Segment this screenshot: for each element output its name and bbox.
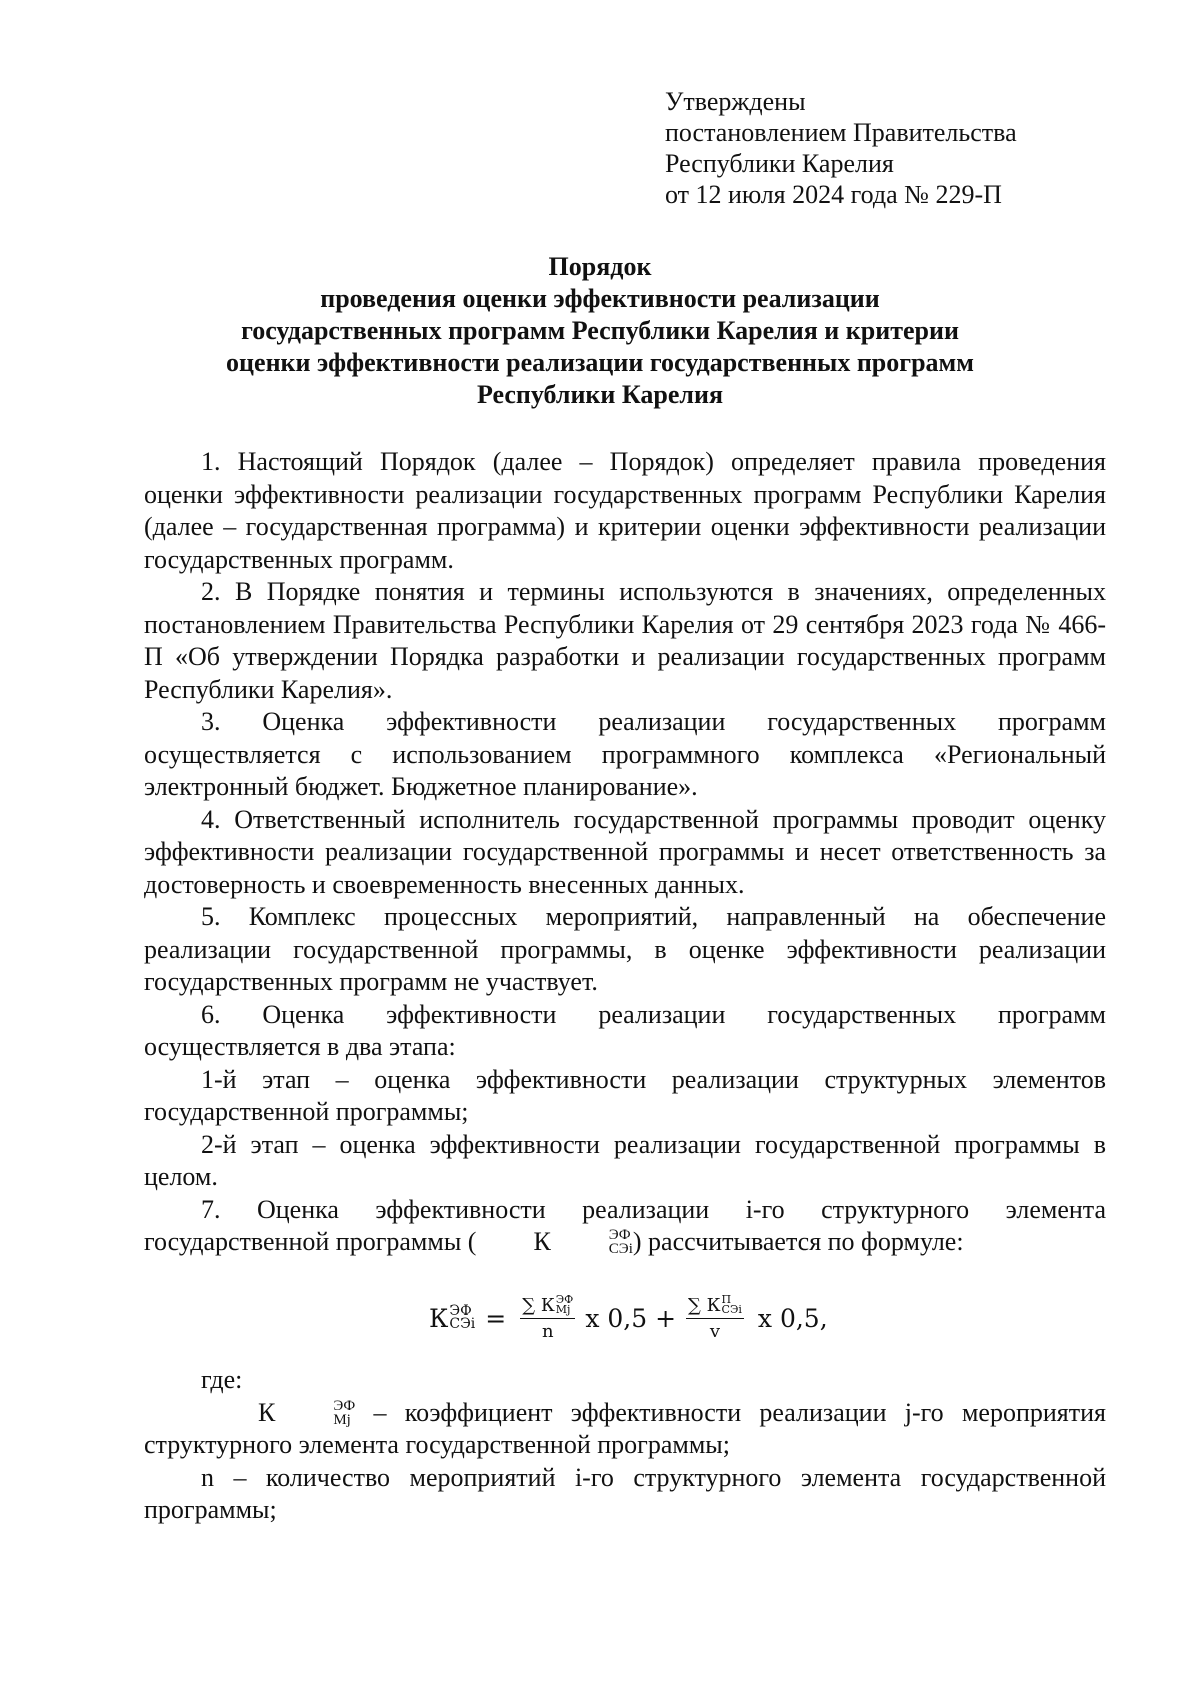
times-half-end: x 0,5, [757,1303,828,1333]
paragraph-6-stage-1: 1-й этап – оценка эффективности реализации структурных элементов государственной программы; [144,1064,1106,1126]
formula-block [144,1283,1106,1353]
paragraph-2: 2. В Порядке понятия и термины используются в значениях, определенных постановлением Правительства Республики Карелия от 29 сентября 2023 года № 466-П «Об утверждении Порядка разработки и реализации государственных программ Республики Карелия». [144,577,1106,704]
sup-ef: ЭФ [608,1227,631,1244]
sup-ef: ЭФ [449,1303,472,1319]
approval-line: от 12 июля 2024 года № 229-П [665,180,1002,209]
sup-ef: ЭФ [333,1397,356,1414]
sub-sei: СЭi [449,1316,476,1332]
document-title [130,251,1070,411]
title-line: Республики Карелия [476,380,724,409]
k-symbol: К [429,1303,449,1333]
fraction-2 [686,1295,744,1342]
super-sub [552,1228,633,1256]
approval-line: постановлением Правительства [665,118,1017,147]
definition-1-text: – коэффициент эффективности реализации j-го мероприятия структурного элемента государственной программы; [144,1397,1106,1459]
sum-symbol: ∑ [522,1294,536,1316]
paragraph-6: 6. Оценка эффективности реализации государственных программ осуществляется в два этапа: [144,999,1106,1061]
times-half-plus: x 0,5 + [585,1303,677,1333]
paragraph-4: 4. Ответственный исполнитель государственной программы проводит оценку эффективности реализации государственной программы и несет ответственность за достоверность и своевременность внесенных данных. [144,804,1106,899]
paragraph-6-stage-2: 2-й этап – оценка эффективности реализации государственной программы в целом. [144,1129,1106,1191]
fraction-1-denominator: n [541,1320,554,1342]
document-body [144,446,1106,1259]
definitions [144,1364,1106,1527]
sub-mj: Mj [555,1303,571,1316]
super-sub [556,1295,574,1315]
formula-lhs [429,1304,475,1333]
approval-stamp [665,86,1017,210]
paragraph-5: 5. Комплекс процессных мероприятий, направленный на обеспечение реализации государственной программы, в оценке эффективности реализации государственных программ не участвует. [144,902,1106,996]
paragraph-7-text: 7. Оценка эффективности реализации i-го структурного элемента государственной программы ( [144,1194,1106,1256]
sum-symbol: ∑ [688,1294,701,1316]
title-line: проведения оценки эффективности реализации [320,284,880,313]
sub-mj: Mj [333,1411,351,1428]
where-label: где: [201,1365,243,1394]
title-line: оценки эффективности реализации государственных программ [226,348,974,377]
k-symbol: К [706,1294,721,1316]
k-symbol: К [540,1294,555,1316]
approval-line: Республики Карелия [665,149,894,178]
fraction-1 [520,1295,575,1342]
title-line: государственных программ Республики Карелия и критерии [241,316,959,345]
sup-p: П [721,1293,732,1306]
fraction-2-numerator [686,1295,744,1319]
sub-sei: СЭi [608,1241,633,1258]
equals-sign: = [485,1303,507,1333]
efficiency-formula [429,1283,828,1353]
paragraph-7 [144,1194,1106,1259]
super-sub [276,1399,355,1427]
fraction-1-numerator [520,1295,575,1319]
paragraph-7-text-end: ) рассчитывается по формуле: [632,1227,964,1256]
sub-sei: СЭi [721,1303,742,1316]
k-symbol: К [258,1397,276,1427]
paragraph-1: 1. Настоящий Порядок (далее – Порядок) определяет правила проведения оценки эффективности реализации государственных программ Республики Карелия (далее – государственная программа) и критерии оценки эффективности реализации государственных программ. [144,447,1106,574]
super-sub [449,1305,475,1331]
sup-ef: ЭФ [555,1293,574,1306]
super-sub [722,1295,742,1315]
k-symbol: К [533,1227,551,1256]
inline-coefficient [201,1397,355,1430]
title-line: Порядок [548,252,652,281]
definition-2: n – количество мероприятий i-го структурного элемента государственной программы; [144,1462,1106,1524]
approval-line: Утверждены [665,87,806,116]
inline-coefficient [476,1226,632,1259]
definition-1 [144,1397,1106,1462]
paragraph-3: 3. Оценка эффективности реализации государственных программ осуществляется с использованием программного комплекса «Региональный электронный бюджет. Бюджетное планирование». [144,707,1106,801]
fraction-2-denominator: v [709,1320,721,1342]
